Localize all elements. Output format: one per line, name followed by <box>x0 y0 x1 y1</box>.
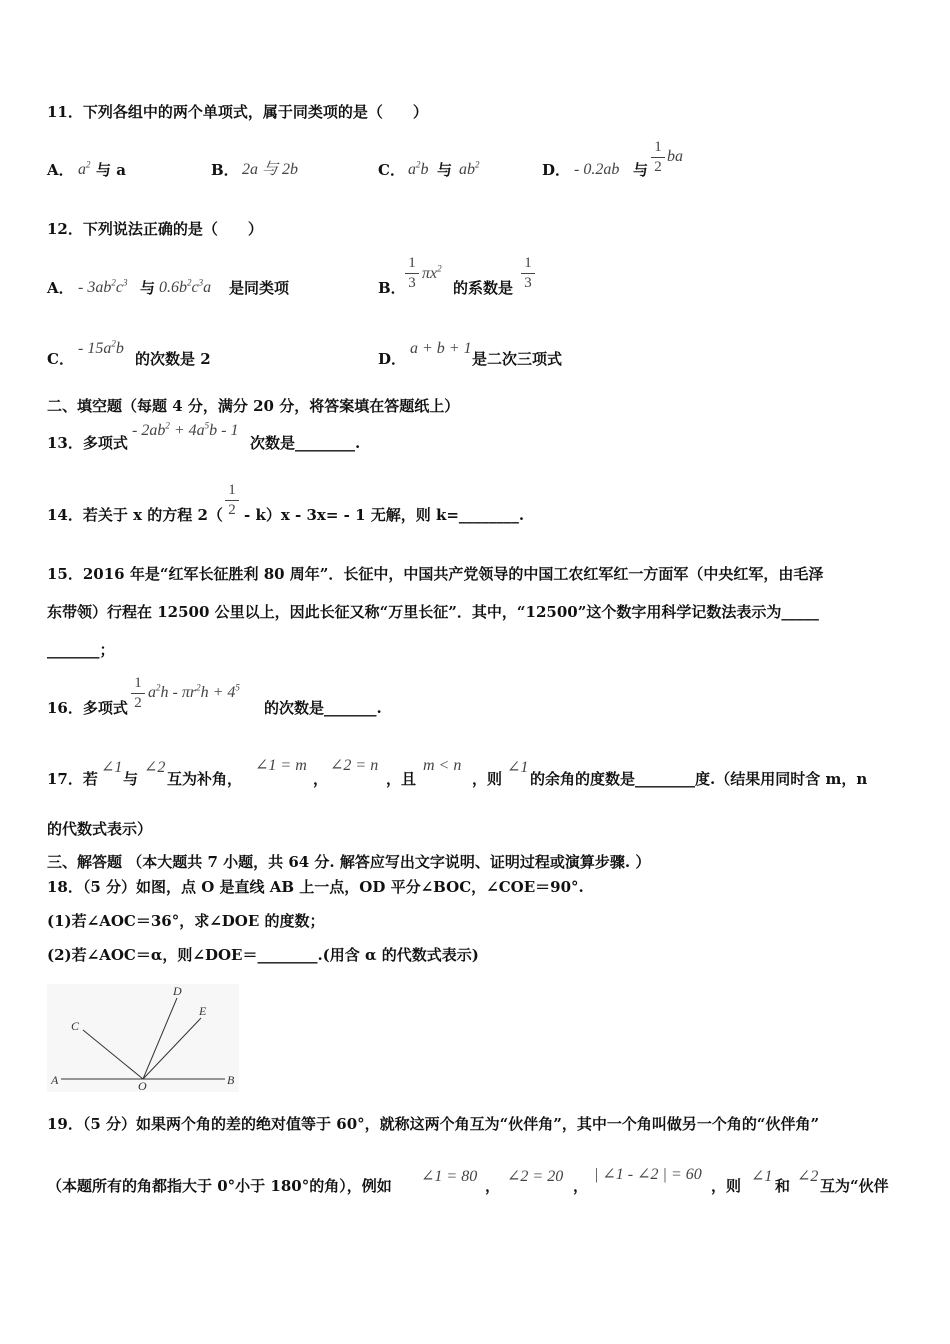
point-b-label: B <box>227 1073 235 1087</box>
q17-eq-2: ∠2 = n <box>330 757 379 774</box>
q16-polynomial: $a^2h - \pi r^2h + 4^5$ <box>148 682 240 701</box>
q19-comma-1: ， <box>485 1177 501 1195</box>
q17-angle-1: ∠1 <box>101 759 123 776</box>
q17-line-2: 的代数式表示） <box>47 820 153 838</box>
q17-prefix: 17．若 <box>47 770 98 788</box>
q11-option-c-label: C． <box>378 161 405 179</box>
q12-option-c-expr: - $15a^2b$ <box>78 338 124 357</box>
q11-option-d-label: D． <box>542 161 571 179</box>
q12-option-b-mid: 的系数是 <box>453 279 514 297</box>
q11-option-a-join: 与 a <box>96 161 126 179</box>
q12-option-c-label: C． <box>47 350 74 368</box>
q12-stem: 12．下列说法正确的是（ ） <box>47 220 263 238</box>
q11-option-b-expr: 2a 与 2b <box>242 161 299 178</box>
q11-option-c-expr2: $ab^2$ <box>459 159 480 178</box>
q19-then: ，则 <box>711 1177 742 1195</box>
q19-comma-2: ， <box>573 1177 589 1195</box>
q14-suffix: - k）x - 3x= - 1 无解，则 k=________. <box>244 506 525 524</box>
q18-figure-background <box>47 984 239 1092</box>
q12-option-b-fraction: 1 3 <box>405 255 419 292</box>
q17-eq-1: ∠1 = m <box>255 757 307 774</box>
q17-condition: m < n <box>423 757 462 774</box>
q12-option-a-expr1: - $3ab^2c^3$ <box>78 277 128 296</box>
q13-suffix: 次数是________. <box>250 434 361 452</box>
q18-part-1: (1)若∠AOC＝36°，求∠DOE 的度数； <box>47 912 325 930</box>
point-d-label: D <box>173 984 182 998</box>
point-a-label: A <box>51 1073 59 1087</box>
point-e-label: E <box>199 1004 207 1018</box>
q18-stem: 18．（5 分）如图，点 O 是直线 AB 上一点，OD 平分∠BOC，∠COE＝90°. <box>47 878 584 896</box>
q15-line-3: _______； <box>47 641 115 659</box>
q11-option-d-fraction: 1 2 <box>651 139 665 176</box>
q13-polynomial: - $2ab^2 + 4a^5b - 1$ <box>132 420 239 439</box>
q11-option-d-tail: ba <box>667 148 683 165</box>
q11-option-d-expr: - 0.2ab <box>574 161 620 178</box>
q11-option-c-join: 与 <box>437 161 453 179</box>
q19-eq-1: ∠1 = 80 <box>421 1168 478 1185</box>
q19-line-1: 19．（5 分）如果两个角的差的绝对值等于 60°，就称这两个角互为“伙伴角”，其中一个角叫做另一个角的“伙伴角” <box>47 1115 820 1133</box>
q19-eq-3: | ∠1 - ∠2 | = 60 <box>594 1166 702 1183</box>
q17-and: ，且 <box>386 770 417 788</box>
q19-angle-1: ∠1 <box>751 1168 773 1185</box>
q12-option-a-join: 与 <box>140 279 156 297</box>
q12-option-a-expr2: $0.6b^2c^3a$ <box>159 277 212 296</box>
q12-option-d-expr: a + b + 1 <box>410 340 472 357</box>
q16-prefix: 16．多项式 <box>47 699 128 717</box>
q17-with: 与 <box>123 770 139 788</box>
q16-suffix: 的次数是_______. <box>264 699 382 717</box>
q17-angle-2: ∠2 <box>144 759 166 776</box>
q12-option-a-tail: 是同类项 <box>229 279 290 297</box>
q19-suffix: 互为“伙伴 <box>820 1177 889 1195</box>
q14-fraction: 1 2 <box>225 482 239 519</box>
q16-fraction: 1 2 <box>131 675 145 712</box>
q18-figure <box>47 984 239 1092</box>
q14-prefix: 14．若关于 x 的方程 2（ <box>47 506 223 524</box>
q17-angle-3: ∠1 <box>507 759 529 776</box>
section-3-heading: 三、解答题 （本大题共 7 小题，共 64 分. 解答应写出文字说明、证明过程或演算步骤. ） <box>47 853 651 871</box>
q19-eq-2: ∠2 = 20 <box>507 1168 564 1185</box>
q11-option-c-expr1: $a^2b$ <box>408 159 429 178</box>
q11-option-d-join: 与 <box>633 161 649 179</box>
q12-option-b-answer-fraction: 1 3 <box>521 255 535 292</box>
point-o-label: O <box>138 1079 147 1092</box>
q12-option-d-tail: 是二次三项式 <box>472 350 563 368</box>
q12-option-b-expr: $\pi x^2$ <box>422 263 442 282</box>
q17-suffix: 的余角的度数是________度.（结果用同时含 m，n <box>530 770 868 788</box>
q12-option-c-tail: 的次数是 2 <box>135 350 211 368</box>
section-2-heading: 二、填空题（每题 4 分，满分 20 分，将答案填在答题纸上） <box>47 397 460 415</box>
q12-option-b-label: B． <box>378 279 406 297</box>
q19-prefix: （本题所有的角都指大于 0°小于 180°的角），例如 <box>47 1177 392 1195</box>
q11-option-b-label: B． <box>211 161 239 179</box>
q19-and: 和 <box>775 1177 791 1195</box>
q11-option-a-expr: $a^2$ <box>78 159 91 178</box>
q15-line-2: 东带领）行程在 12500 公里以上，因此长征又称“万里长征”．其中，“12500”这个数字用科学记数法表示为_____ <box>47 603 819 621</box>
q11-option-a-label: A． <box>47 161 74 179</box>
q17-supplementary: 互为补角， <box>167 770 243 788</box>
q11-stem: 11．下列各组中的两个单项式，属于同类项的是（ ） <box>47 103 428 121</box>
q17-then: ，则 <box>472 770 503 788</box>
q17-comma-1: ， <box>313 770 329 788</box>
q13-prefix: 13．多项式 <box>47 434 128 452</box>
q12-option-a-label: A． <box>47 279 74 297</box>
q12-option-d-label: D． <box>378 350 407 368</box>
point-c-label: C <box>71 1019 80 1033</box>
q18-part-2: (2)若∠AOC＝α，则∠DOE＝________.(用含 α 的代数式表示) <box>47 946 479 964</box>
q15-line-1: 15．2016 年是“红军长征胜利 80 周年”．长征中，中国共产党领导的中国工农红军红一方面军（中央红军，由毛泽 <box>47 565 824 583</box>
q19-angle-2: ∠2 <box>797 1168 819 1185</box>
